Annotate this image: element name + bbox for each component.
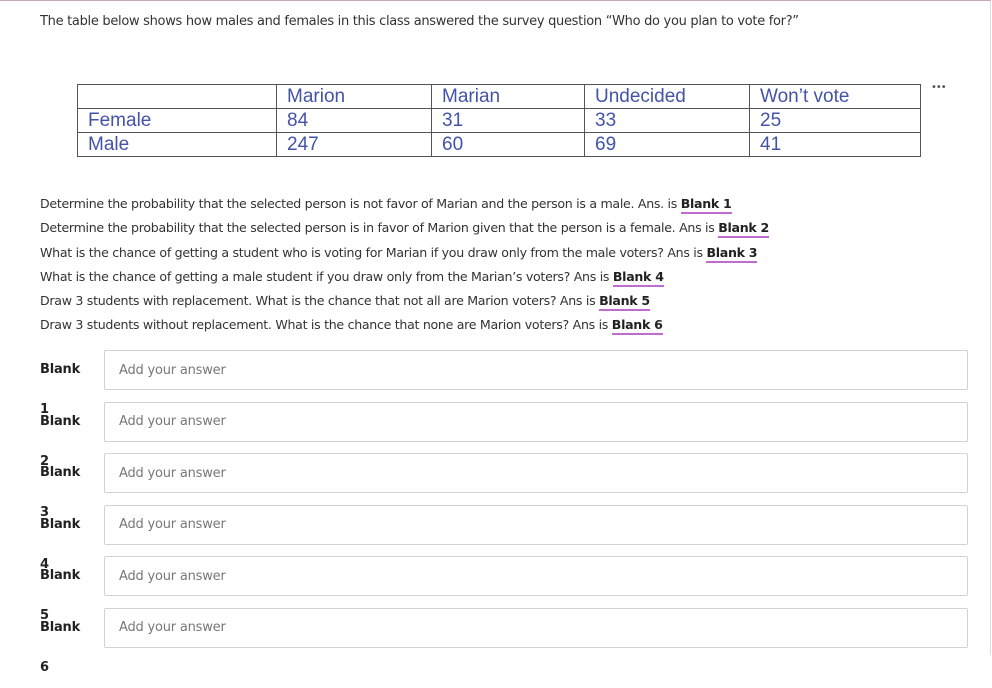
table-cell: 25 [750,109,921,133]
blank-1-answer-input[interactable] [104,350,968,390]
table-row [78,133,921,157]
answer-label: Blank 2 [40,413,81,469]
blank-6-answer-input[interactable] [104,608,968,648]
table-cell: 33 [585,109,750,133]
question-3 [40,241,769,265]
question-text: Draw 3 students with replacement. What is the chance that not all are Marion voters? Ans is [40,293,600,309]
table-cell [78,85,277,109]
blank-2-reference[interactable]: Blank 2 [718,220,769,238]
table-cell: 60 [432,133,585,157]
question-5 [40,289,769,313]
answer-label: Blank 1 [40,362,81,417]
table-header-cell: Won’t vote [750,85,921,109]
question-text: Determine the probability that the selected person is not favor of Marian and the person is a male. Ans. is [40,196,681,211]
answer-label: Blank 4 [40,516,81,572]
question-text: Draw 3 students without replacement. What is the chance that none are Marion voters? Ans is [40,317,612,333]
question-4 [40,265,769,289]
answer-label: Blank 6 [40,619,81,675]
question-list [40,192,769,338]
blank-4-answer-input[interactable] [104,505,968,545]
question-1 [40,192,769,216]
table-header-row [78,85,921,109]
question-2 [40,216,769,240]
more-options-icon[interactable]: ••• [931,82,946,93]
blank-1-reference[interactable]: Blank 1 [681,196,732,214]
answer-label: Blank 3 [40,465,81,520]
table-cell: 69 [585,133,750,157]
table-row-label: Female [78,109,277,133]
answer-label: Blank 5 [40,568,81,623]
blank-5-reference[interactable]: Blank 5 [599,293,650,311]
intro-text: The table below shows how males and females in this class answered the survey question “Who do you plan to vote for?” [40,14,799,29]
table-cell: 41 [750,133,921,157]
survey-table [77,84,921,157]
question-6 [40,313,769,337]
table-cell: 84 [277,109,432,133]
blank-3-answer-input[interactable] [104,453,968,493]
blank-3-reference[interactable]: Blank 3 [706,245,757,263]
table-row-label: Male [78,133,277,157]
table-header-cell: Marian [432,85,585,109]
table-cell: 31 [432,109,585,133]
question-text: What is the chance of getting a male student if you draw only from the Marian’s voters? Ans is [40,268,613,284]
table-cell: 247 [277,133,432,157]
blank-6-reference[interactable]: Blank 6 [612,317,663,335]
blank-4-reference[interactable]: Blank 4 [613,269,664,287]
blank-5-answer-input[interactable] [104,556,968,596]
question-text: What is the chance of getting a student who is voting for Marian if you draw only from the male voters? Ans is [40,244,707,260]
table-row [78,109,921,133]
question-text: Determine the probability that the selected person is in favor of Marion given that the person is a female. Ans is [40,220,719,236]
blank-2-answer-input[interactable] [104,402,968,442]
table-header-cell: Undecided [585,85,750,109]
table-header-cell: Marion [277,85,432,109]
